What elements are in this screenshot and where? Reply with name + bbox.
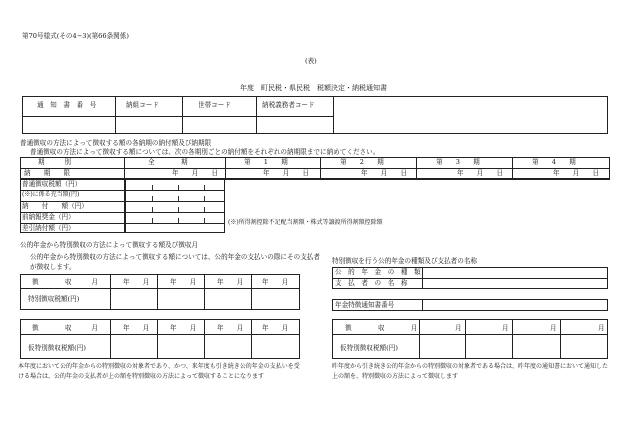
col-header-full: 全 期 bbox=[148, 158, 188, 166]
notice-number-header: 通 知 書 番 号 bbox=[37, 101, 97, 109]
due-date-period-3: 年 月 日 bbox=[457, 169, 504, 177]
month-1b: 年 月 bbox=[170, 278, 197, 286]
month-3c: 月 bbox=[550, 324, 557, 332]
pension-notice-number-label: 年金特徴通知書番号 bbox=[335, 301, 395, 309]
row-label-ordinary-tax: 普通徴収税額（円） bbox=[22, 180, 82, 188]
month-3b: 月 bbox=[502, 324, 509, 332]
row-label-appropriation: (※)に係る充当額(円) bbox=[22, 191, 80, 198]
page-title: 年度 町民税・県民税 税額決定・納税通知書 bbox=[240, 84, 387, 92]
collect-month-label-1: 徴 収 月 bbox=[32, 278, 98, 286]
payer-heading: 特別徴収を行う公的年金の種類及び支払者の名称 bbox=[332, 257, 478, 265]
col-header-period-2: 第 2 期 bbox=[340, 158, 384, 166]
ordinary-heading: 普通徴収の方法によって徴収する額の各納期の納付額及び納期限 bbox=[20, 139, 212, 147]
due-date-period-2: 年 月 日 bbox=[361, 169, 408, 177]
col-header-period-4: 第 4 期 bbox=[532, 158, 576, 166]
pension-heading: 公的年金から特別徴収の方法によって徴収する額及び徴収月 bbox=[20, 241, 199, 249]
month-2a: 年 月 bbox=[123, 324, 150, 332]
month-1d: 年 月 bbox=[262, 278, 289, 286]
payer-name-label: 支 払 者 の 名 称 bbox=[335, 279, 408, 287]
special-tax-label: 特別徴収税額(円) bbox=[28, 295, 80, 303]
payment-group-code-header: 納組コード bbox=[126, 101, 159, 109]
ordinary-note: (※)所得割控除不足配当割額・株式等譲渡所得割額控除額 bbox=[228, 219, 383, 226]
pension-footnote-right: 昨年度から引き続き公的年金からの特別徴収の対象者である場合は、昨年度の通知書において通知した上の額を、特別徴収の方法によって徴収します bbox=[332, 363, 609, 380]
month-3a: 月 bbox=[455, 324, 462, 332]
month-1c: 年 月 bbox=[217, 278, 244, 286]
provisional-tax-label: 仮特別徴収税額(円) bbox=[28, 344, 86, 352]
form-number: 第70号様式(その4−3)(第66条関係) bbox=[22, 32, 129, 40]
taxpayer-code-header: 納税義務者コード bbox=[262, 101, 315, 109]
month-2c: 年 月 bbox=[217, 324, 244, 332]
due-date-period-1: 年 月 日 bbox=[263, 169, 310, 177]
month-2d: 年 月 bbox=[262, 324, 289, 332]
row-label-prepay-reward: 前納報奨金（円） bbox=[22, 213, 75, 221]
col-header-period-1: 第 1 期 bbox=[244, 158, 288, 166]
household-code-header: 世帯コード bbox=[198, 101, 231, 109]
pension-text: 公的年金から特別徴収の方法によって徴収する額については、公的年金の支払いの際にその支払者が徴収します。 bbox=[30, 253, 320, 271]
collect-month-label-2: 徴 収 月 bbox=[32, 324, 98, 332]
row-label-payment-amount: 納 付 額（円） bbox=[22, 202, 88, 210]
pension-kind-label: 公 的 年 金 の 種 類 bbox=[335, 268, 421, 276]
month-3d: 月 bbox=[598, 324, 605, 332]
month-2b: 年 月 bbox=[170, 324, 197, 332]
right-provisional-tax-label: 仮特別徴収税額(円) bbox=[340, 344, 398, 352]
id-table bbox=[22, 96, 608, 134]
col-header-period: 期 別 bbox=[38, 158, 71, 166]
collect-month-label-3: 徴 収 月 bbox=[345, 324, 418, 332]
col-header-period-3: 第 3 期 bbox=[436, 158, 480, 166]
month-1a: 年 月 bbox=[123, 278, 150, 286]
side-label: (表) bbox=[305, 57, 317, 65]
pension-footnote-left: 本年度において公的年金からの特別徴収の対象者であり、かつ、来年度も引き続き公的年金の支払いを受ける場合は、公的年金の支払者が上の額を特別徴収の方法によって徴収することになります bbox=[18, 363, 300, 380]
ordinary-instruction: 普通徴収の方法によって徴収する額については、次の各期別ごとの納付額をそれぞれの納期限までに納めてください。 bbox=[30, 148, 380, 156]
due-date-period-4: 年 月 日 bbox=[553, 169, 600, 177]
row-label-due-date: 納 期 限 bbox=[24, 169, 71, 177]
row-label-net-payment: 差引納付額（円） bbox=[22, 224, 75, 232]
due-date-full: 年 月 日 bbox=[172, 169, 219, 177]
